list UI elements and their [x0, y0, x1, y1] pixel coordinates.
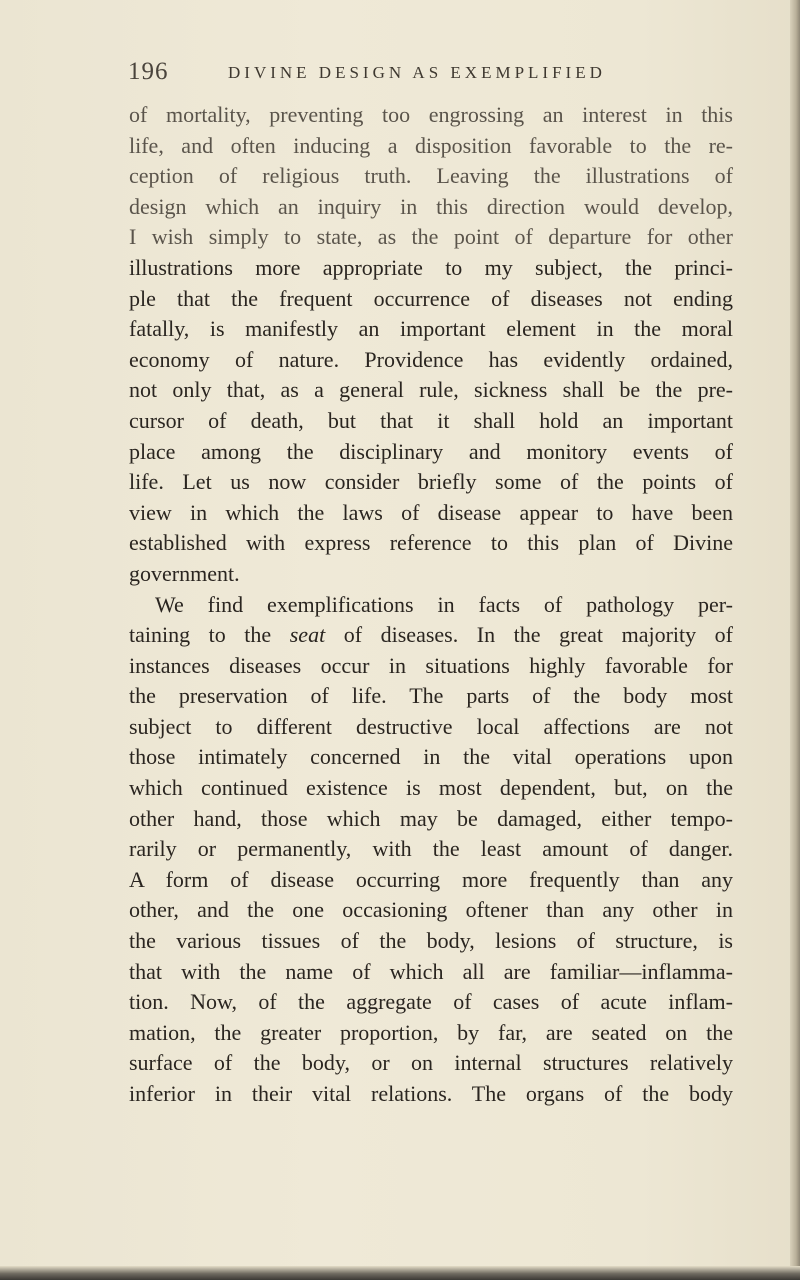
text-line: life. Let us now consider briefly some of the points of — [129, 469, 733, 495]
text-line: rarily or permanently, with the least amount of danger. — [129, 836, 733, 862]
emphasized-word: seat — [289, 622, 326, 648]
text-line: I wish simply to state, as the point of departure for other — [129, 224, 733, 250]
text-line: illustrations more appropriate to my subject, the princi- — [129, 254, 733, 280]
page-header — [128, 58, 728, 90]
running-head: DIVINE DESIGN AS EXEMPLIFIED — [228, 63, 606, 82]
paragraph-start-line: We find exemplifications in facts of pathology per- — [155, 591, 733, 617]
text-line: of mortality, preventing too engrossing an interest in this — [129, 102, 733, 127]
text-line: tion. Now, of the aggregate of cases of acute inflam- — [129, 989, 733, 1015]
text-line: design which an inquiry in this direction would develop, — [129, 193, 733, 219]
text-line: government. — [129, 560, 240, 586]
text-line: view in which the laws of disease appear to have been — [129, 499, 733, 525]
text-line: other hand, those which may be damaged, either tempo- — [129, 805, 733, 831]
text-line: mation, the greater proportion, by far, are seated on the — [129, 1019, 733, 1045]
text-line-with-emphasis — [129, 620, 733, 651]
text-line: ple that the frequent occurrence of diseases not ending — [129, 285, 733, 311]
page-number: 196 — [128, 58, 169, 85]
text-line: life, and often inducing a disposition favorable to the re- — [129, 132, 733, 158]
text-line: the various tissues of the body, lesions of structure, is — [129, 928, 733, 954]
text-line: economy of nature. Providence has evidently ordained, — [129, 346, 733, 372]
text-line: cursor of death, but that it shall hold an important — [129, 407, 733, 433]
text-line: which continued existence is most dependent, but, on the — [129, 775, 733, 801]
page-right-edge — [790, 0, 800, 1280]
text-line: the preservation of life. The parts of the body most — [129, 683, 733, 709]
text-line: instances diseases occur in situations highly favorable for — [129, 652, 733, 678]
text-segment: taining to the — [129, 622, 290, 648]
text-line: established with express reference to this plan of Divine — [129, 530, 733, 556]
text-line: place among the disciplinary and monitory events of — [129, 438, 733, 464]
text-segment: of diseases. In the great majority of — [325, 622, 733, 648]
text-line: surface of the body, or on internal structures relatively — [129, 1050, 733, 1076]
page-bottom-edge — [0, 1266, 800, 1280]
text-line: ception of religious truth. Leaving the illustrations of — [129, 163, 733, 189]
text-line: fatally, is manifestly an important element in the moral — [129, 316, 733, 342]
text-line: those intimately concerned in the vital operations upon — [129, 744, 733, 770]
text-line: A form of disease occurring more frequently than any — [129, 866, 733, 892]
text-line: that with the name of which all are familiar—inflamma- — [129, 958, 733, 984]
text-line: not only that, as a general rule, sickness shall be the pre- — [129, 377, 733, 403]
text-line: other, and the one occasioning oftener than any other in — [129, 897, 733, 923]
body-text — [129, 100, 733, 1110]
text-line: subject to different destructive local affections are not — [129, 713, 733, 739]
text-line: inferior in their vital relations. The organs of the body — [129, 1081, 733, 1106]
